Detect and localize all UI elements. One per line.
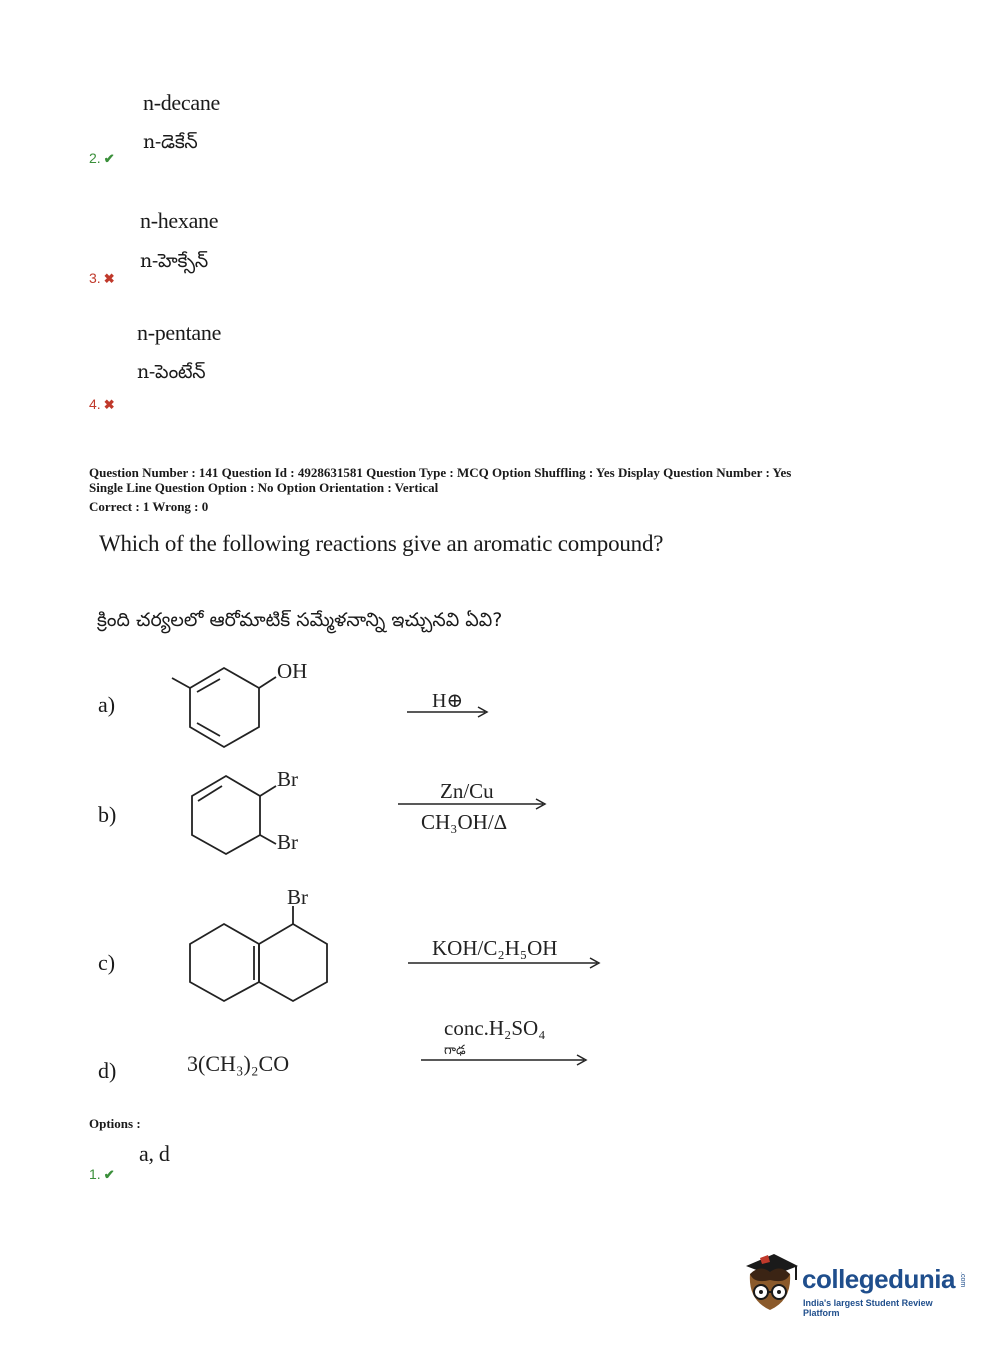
wrong-cross-icon: ✖ bbox=[103, 397, 115, 412]
reaction-label-d: d) bbox=[98, 1058, 117, 1083]
reagent-c: KOH/C₂H₅OH bbox=[432, 936, 558, 960]
correct-check-icon: ✔ bbox=[103, 151, 115, 166]
reaction-label-a: a) bbox=[98, 692, 116, 717]
structure-b bbox=[192, 776, 276, 854]
question-meta-line3: Correct : 1 Wrong : 0 bbox=[89, 499, 209, 514]
option-text-en: n-hexane bbox=[140, 208, 219, 233]
structure-a bbox=[172, 668, 276, 747]
collegedunia-logo bbox=[740, 1250, 970, 1316]
option-text-te: n-పెంటేన్ bbox=[137, 361, 206, 383]
option-text: a, d bbox=[139, 1141, 170, 1166]
question-meta-line2: Single Line Question Option : No Option Orientation : Vertical bbox=[89, 480, 439, 495]
question-meta-line1: Question Number : 141 Question Id : 4928631581 Question Type : MCQ Option Shuffling : Yes Display Question Number : Yes bbox=[89, 465, 792, 480]
option-number: 3. bbox=[89, 270, 101, 286]
substituent-br-1: Br bbox=[277, 767, 298, 791]
reagent-d: conc.H₂SO₄ bbox=[444, 1016, 546, 1040]
logo-name: collegedunia bbox=[802, 1264, 955, 1294]
substituent-br-2: Br bbox=[277, 830, 298, 854]
wrong-cross-icon: ✖ bbox=[103, 271, 115, 286]
option-text-en: n-pentane bbox=[137, 320, 222, 345]
reaction-label-b: b) bbox=[98, 802, 117, 827]
option-text-te: n-డెకేన్ bbox=[143, 131, 198, 153]
reagent-a: H⊕ bbox=[432, 690, 464, 712]
reaction-label-c: c) bbox=[98, 950, 116, 975]
option-number: 1. bbox=[89, 1166, 101, 1182]
option-number: 4. bbox=[89, 396, 101, 412]
reactant-d: 3(CH₃)₂CO bbox=[187, 1051, 290, 1076]
student-mascot-icon bbox=[740, 1250, 800, 1316]
reagent-b-bottom: CH₃OH/Δ bbox=[421, 810, 508, 834]
logo-suffix: .com bbox=[959, 1272, 966, 1288]
logo-tagline: India's largest Student Review Platform bbox=[803, 1298, 933, 1318]
option-text-te: n-హెక్సేన్ bbox=[140, 250, 208, 272]
structure-c bbox=[190, 906, 327, 1001]
question-text-en: Which of the following reactions give an aromatic compound? bbox=[99, 531, 664, 556]
option-text-en: n-decane bbox=[143, 90, 220, 115]
correct-check-icon: ✔ bbox=[103, 1167, 115, 1182]
option-number: 2. bbox=[89, 150, 101, 166]
reagent-d-te: గాఢ bbox=[444, 1043, 466, 1058]
substituent-br-c: Br bbox=[287, 885, 308, 909]
question-text-te: క్రింది చర్యలలో ఆరోమాటిక్ సమ్మేళనాన్ని ఇచ్చునవి ఏవి? bbox=[97, 609, 503, 631]
substituent-oh: OH bbox=[277, 659, 308, 683]
options-heading: Options : bbox=[89, 1116, 141, 1131]
reagent-b-top: Zn/Cu bbox=[440, 779, 494, 803]
